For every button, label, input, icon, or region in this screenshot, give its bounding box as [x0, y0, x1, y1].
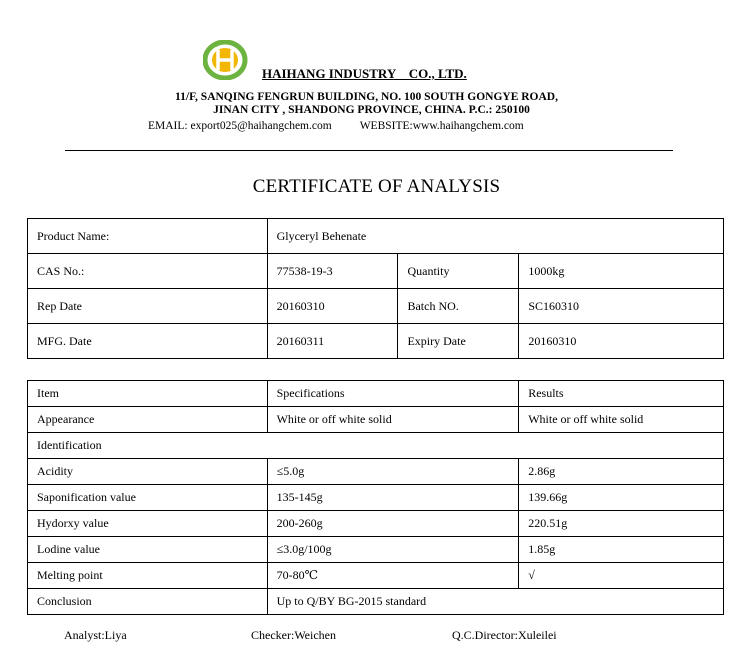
checker-signature: Checker:Weichen: [251, 628, 336, 642]
item-cell: Identification: [28, 433, 724, 459]
analysis-results-table: [27, 380, 724, 615]
table-header-row: [28, 381, 724, 407]
company-logo: [203, 40, 253, 80]
table-row: [28, 219, 724, 254]
item-cell: Appearance: [28, 407, 268, 433]
expiry-date-label: Expiry Date: [398, 324, 519, 359]
product-name-value: Glyceryl Behenate: [267, 219, 723, 254]
result-cell: 2.86g: [519, 459, 724, 485]
batch-value: SC160310: [519, 289, 724, 324]
batch-label: Batch NO.: [398, 289, 519, 324]
table-row: [28, 563, 724, 589]
document-title: CERTIFICATE OF ANALYSIS: [252, 176, 501, 197]
spec-cell: ≤5.0g: [267, 459, 519, 485]
address-line-2: JINAN CITY , SHANDONG PROVINCE, CHINA. P.C.: 250100: [213, 104, 530, 116]
email-text: EMAIL: export025@haihangchem.com: [148, 120, 332, 132]
expiry-date-value: 20160310: [519, 324, 724, 359]
spec-cell: ≤3.0g/100g: [267, 537, 519, 563]
column-header-item: Item: [28, 381, 268, 407]
table-row: [28, 511, 724, 537]
rep-date-label: Rep Date: [28, 289, 268, 324]
result-cell: 139.66g: [519, 485, 724, 511]
item-cell: Lodine value: [28, 537, 268, 563]
spec-cell: 200-260g: [267, 511, 519, 537]
column-header-results: Results: [519, 381, 724, 407]
table-row: [28, 433, 724, 459]
table-row: [28, 407, 724, 433]
company-name: HAIHANG INDUSTRY CO., LTD.: [262, 66, 467, 81]
result-cell: 220.51g: [519, 511, 724, 537]
rep-date-value: 20160310: [267, 289, 398, 324]
quantity-value: 1000kg: [519, 254, 724, 289]
website-text: WEBSITE:www.haihangchem.com: [359, 120, 524, 132]
result-cell: 1.85g: [519, 537, 724, 563]
item-cell: Melting point: [28, 563, 268, 589]
column-header-specifications: Specifications: [267, 381, 519, 407]
product-info-table: [27, 218, 724, 359]
cas-label: CAS No.:: [28, 254, 268, 289]
header-divider: [65, 150, 673, 151]
table-row: [28, 459, 724, 485]
item-cell: Saponification value: [28, 485, 268, 511]
cas-value: 77538-19-3: [267, 254, 398, 289]
spec-cell: White or off white solid: [267, 407, 519, 433]
item-cell: Hydorxy value: [28, 511, 268, 537]
table-row: [28, 589, 724, 615]
result-cell: White or off white solid: [519, 407, 724, 433]
conclusion-label: Conclusion: [28, 589, 268, 615]
conclusion-value: Up to Q/BY BG-2015 standard: [267, 589, 723, 615]
quantity-label: Quantity: [398, 254, 519, 289]
product-name-label: Product Name:: [28, 219, 268, 254]
item-cell: Acidity: [28, 459, 268, 485]
analyst-signature: Analyst:Liya: [64, 628, 127, 642]
spec-cell: 135-145g: [267, 485, 519, 511]
mfg-date-value: 20160311: [267, 324, 398, 359]
result-cell: √: [519, 563, 724, 589]
table-row: [28, 289, 724, 324]
table-row: [28, 254, 724, 289]
table-row: [28, 485, 724, 511]
table-row: [28, 537, 724, 563]
director-signature: Q.C.Director:Xuleilei: [452, 628, 557, 642]
spec-cell: 70-80℃: [267, 563, 519, 589]
contact-line: [148, 120, 524, 132]
mfg-date-label: MFG. Date: [28, 324, 268, 359]
address-line-1: 11/F, SANQING FENGRUN BUILDING, NO. 100 SOUTH GONGYE ROAD,: [175, 91, 558, 103]
table-row: [28, 324, 724, 359]
